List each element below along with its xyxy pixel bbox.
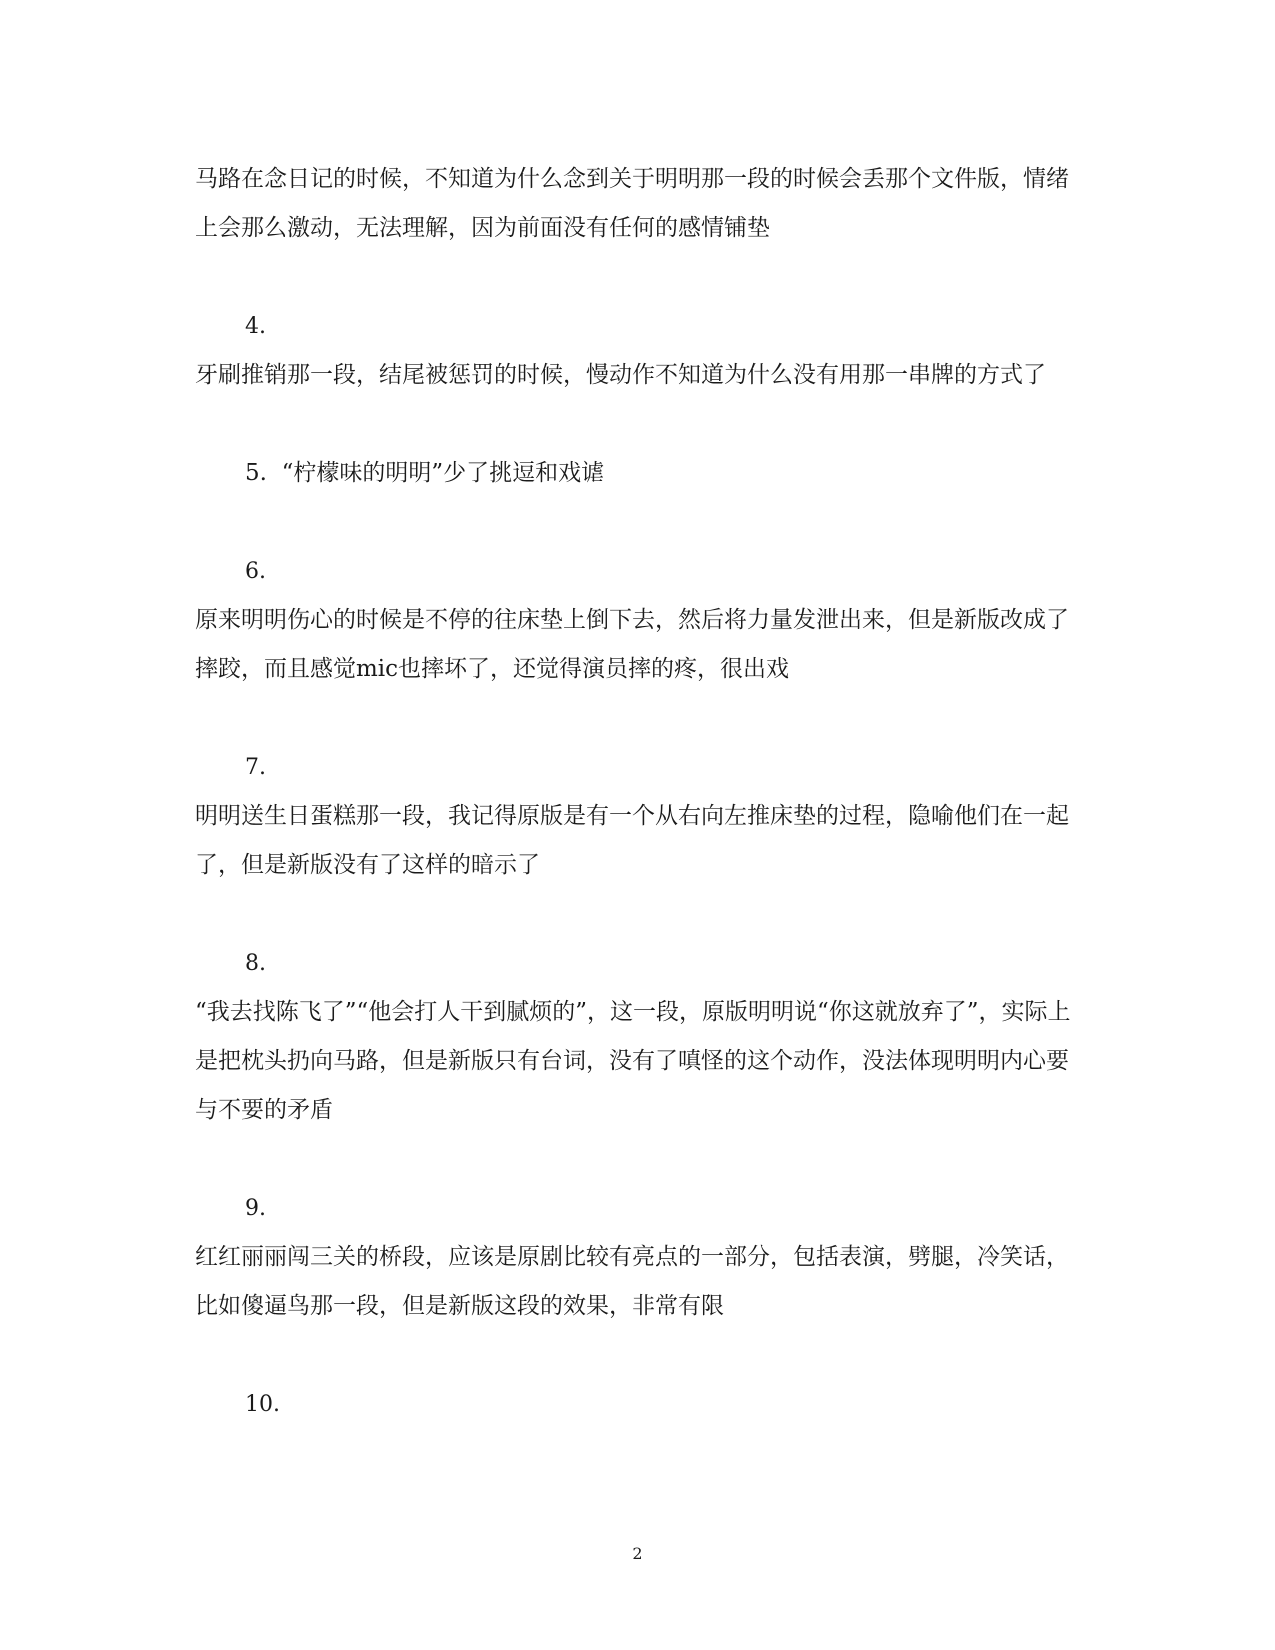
item-number-9: 9. [245,1196,266,1221]
item-number-7: 7. [245,755,266,780]
paragraph-5-text: “柠檬味的明明”少了挑逗和戏谑 [281,460,605,486]
document-body [195,155,1075,1429]
item-number-5: 5. [245,460,267,486]
paragraph-9-text: 红红丽丽闯三关的桥段，应该是原剧比较有亮点的一部分，包括表演，劈腿，冷笑话，比如傻逼鸟那一段，但是新版这段的效果，非常有限 [195,1244,1069,1319]
paragraph-3-text: 马路在念日记的时候，不知道为什么念到关于明明那一段的时候会丢那个文件版，情绪上会那么激动，无法理解，因为前面没有任何的感情铺垫 [195,166,1069,241]
page-number: 2 [632,1544,643,1563]
item-number-8: 8. [245,951,266,976]
item-number-6: 6. [245,559,266,584]
paragraph-7-text: 明明送生日蛋糕那一段，我记得原版是有一个从右向左推床垫的过程，隐喻他们在一起了，但是新版没有了这样的暗示了 [195,803,1069,878]
paragraph-6-text: 原来明明伤心的时候是不停的往床垫上倒下去，然后将力量发泄出来，但是新版改成了摔跤，而且感觉mic也摔坏了，还觉得演员摔的疼，很出戏 [195,607,1069,682]
paragraph-8-text: “我去找陈飞了”“他会打人干到腻烦的”，这一段，原版明明说“你这就放弃了”，实际上是把枕头扔向马路，但是新版只有台词，没有了嗔怪的这个动作，没法体现明明内心要与不要的矛盾 [195,999,1071,1123]
paragraph-5 [195,449,1075,498]
item-number-4: 4. [245,314,266,339]
paragraph-4-text: 牙刷推销那一段，结尾被惩罚的时候，慢动作不知道为什么没有用那一串牌的方式了 [195,362,1046,388]
item-number-10: 10. [245,1392,280,1417]
